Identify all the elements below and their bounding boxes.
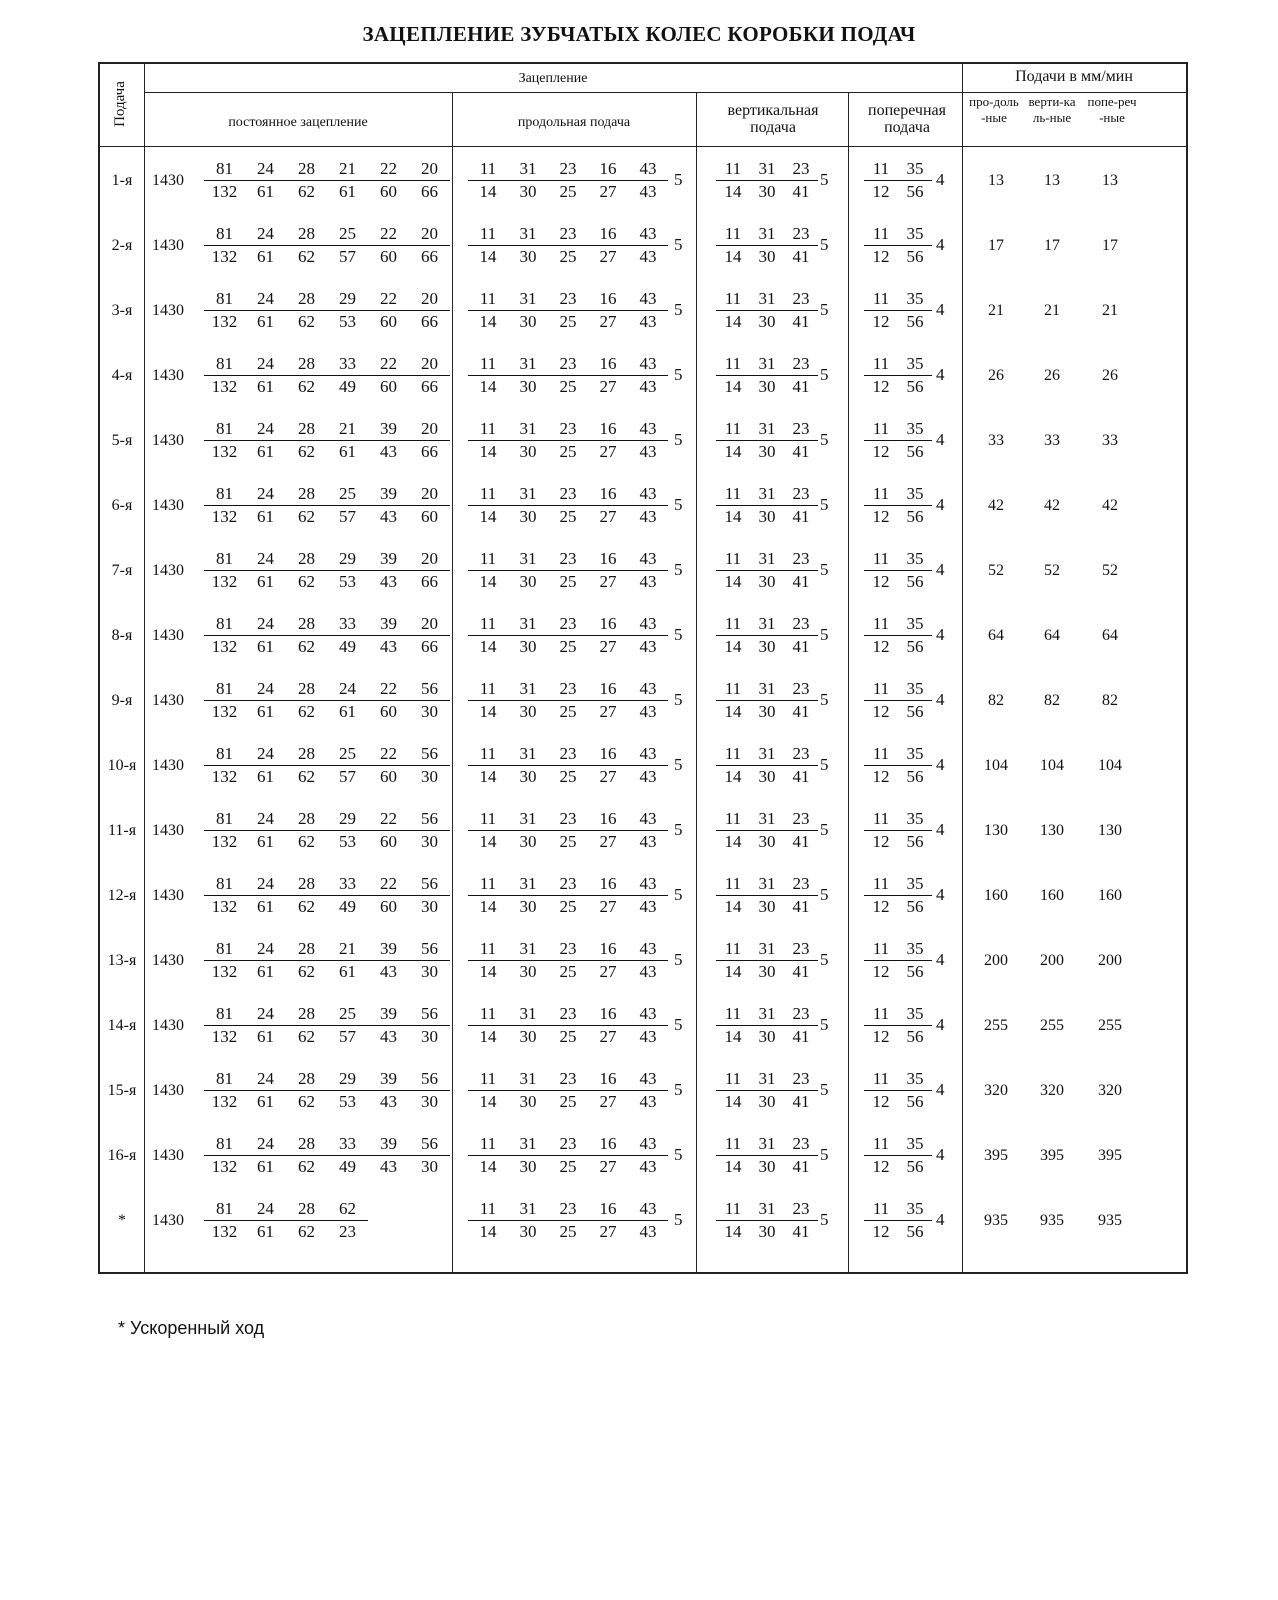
prod-gear-ratio: 11 14 31 30 23 25 16 27 43 43 [468,418,668,463]
pop-suffix: 4 [936,235,945,254]
header-prodolnye: про-доль-ные [969,94,1019,125]
feed-prodolnaya: 160 [984,887,1008,904]
const-gear-ratio: 81 132 24 61 28 62 21 61 22 60 20 66 [204,158,450,203]
table-row [100,223,1186,287]
table-row [100,353,1186,417]
vert-gear-ratio: 11 14 31 30 23 41 [716,1003,818,1048]
feed-prodolnaya: 13 [988,172,1004,189]
rpm-value: 1430 [152,1147,184,1164]
prod-suffix: 5 [674,560,683,579]
vert-suffix: 5 [820,365,829,384]
header-podachi-mm: Подачи в мм/мин [1015,68,1133,85]
rpm-value: 1430 [152,822,184,839]
header-divider [100,146,1186,147]
feed-poperechnaya: 130 [1098,822,1122,839]
feed-prodolnaya: 52 [988,562,1004,579]
feed-prodolnaya: 104 [984,757,1008,774]
prod-suffix: 5 [674,495,683,514]
header-divider [144,92,1186,93]
vert-suffix: 5 [820,1145,829,1164]
const-gear-ratio: 81 132 24 61 28 62 25 57 39 43 20 60 [204,483,450,528]
pop-suffix: 4 [936,560,945,579]
vert-gear-ratio: 11 14 31 30 23 41 [716,1133,818,1178]
table-row [100,418,1186,482]
pop-gear-ratio: 11 12 35 56 [864,808,932,853]
feed-poperechnaya: 104 [1098,757,1122,774]
header-zaceplenie: Зацепление [518,71,588,86]
feed-prodolnaya: 17 [988,237,1004,254]
pop-suffix: 4 [936,820,945,839]
vert-suffix: 5 [820,820,829,839]
pop-suffix: 4 [936,430,945,449]
table-row [100,483,1186,547]
feed-prodolnaya: 82 [988,692,1004,709]
vert-suffix: 5 [820,430,829,449]
prod-suffix: 5 [674,820,683,839]
feed-poperechnaya: 160 [1098,887,1122,904]
row-number: 10-я [107,757,137,774]
prod-gear-ratio: 11 14 31 30 23 25 16 27 43 43 [468,938,668,983]
const-gear-ratio: 81 132 24 61 28 62 21 61 39 43 20 66 [204,418,450,463]
feed-vertikalnaya: 52 [1044,562,1060,579]
rpm-value: 1430 [152,1212,184,1229]
feed-prodolnaya: 935 [984,1212,1008,1229]
pop-suffix: 4 [936,365,945,384]
const-gear-ratio: 81 132 24 61 28 62 33 49 22 60 20 66 [204,353,450,398]
feed-prodolnaya: 64 [988,627,1004,644]
gear-table [98,62,1188,1274]
feed-poperechnaya: 82 [1102,692,1118,709]
feed-prodolnaya: 320 [984,1082,1008,1099]
row-number: 13-я [107,952,137,969]
const-gear-ratio: 81 132 24 61 28 62 33 49 39 43 56 30 [204,1133,450,1178]
page-title: ЗАЦЕПЛЕНИЕ ЗУБЧАТЫХ КОЛЕС КОРОБКИ ПОДАЧ [362,22,916,46]
feed-prodolnaya: 130 [984,822,1008,839]
table-row [100,288,1186,352]
prod-gear-ratio: 11 14 31 30 23 25 16 27 43 43 [468,808,668,853]
pop-suffix: 4 [936,1210,945,1229]
feed-vertikalnaya: 320 [1040,1082,1064,1099]
pop-gear-ratio: 11 12 35 56 [864,613,932,658]
pop-suffix: 4 [936,950,945,969]
rpm-value: 1430 [152,1082,184,1099]
prod-gear-ratio: 11 14 31 30 23 25 16 27 43 43 [468,223,668,268]
vert-gear-ratio: 11 14 31 30 23 41 [716,1198,818,1243]
rpm-value: 1430 [152,1017,184,1034]
pop-gear-ratio: 11 12 35 56 [864,743,932,788]
vert-suffix: 5 [820,690,829,709]
pop-gear-ratio: 11 12 35 56 [864,1068,932,1113]
vert-gear-ratio: 11 14 31 30 23 41 [716,483,818,528]
prod-suffix: 5 [674,430,683,449]
table-row [100,938,1186,1002]
feed-vertikalnaya: 17 [1044,237,1060,254]
feed-poperechnaya: 320 [1098,1082,1122,1099]
feed-poperechnaya: 395 [1098,1147,1122,1164]
prod-suffix: 5 [674,1145,683,1164]
vert-suffix: 5 [820,755,829,774]
prod-gear-ratio: 11 14 31 30 23 25 16 27 43 43 [468,158,668,203]
feed-prodolnaya: 21 [988,302,1004,319]
feed-vertikalnaya: 64 [1044,627,1060,644]
vert-gear-ratio: 11 14 31 30 23 41 [716,743,818,788]
rpm-value: 1430 [152,432,184,449]
const-gear-ratio: 81 132 24 61 28 62 29 53 39 43 56 30 [204,1068,450,1113]
vert-gear-ratio: 11 14 31 30 23 41 [716,223,818,268]
pop-gear-ratio: 11 12 35 56 [864,158,932,203]
vert-gear-ratio: 11 14 31 30 23 41 [716,158,818,203]
prod-suffix: 5 [674,235,683,254]
feed-poperechnaya: 13 [1102,172,1118,189]
prod-gear-ratio: 11 14 31 30 23 25 16 27 43 43 [468,483,668,528]
table-row [100,678,1186,742]
header-poperechnaya: поперечная подача [868,102,946,136]
feed-vertikalnaya: 42 [1044,497,1060,514]
row-number: 12-я [107,887,137,904]
prod-gear-ratio: 11 14 31 30 23 25 16 27 43 43 [468,548,668,593]
vert-suffix: 5 [820,300,829,319]
row-number: 7-я [111,562,133,579]
row-number: 9-я [111,692,133,709]
row-number: 11-я [107,822,137,839]
vert-gear-ratio: 11 14 31 30 23 41 [716,288,818,333]
rpm-value: 1430 [152,172,184,189]
feed-vertikalnaya: 21 [1044,302,1060,319]
vert-gear-ratio: 11 14 31 30 23 41 [716,873,818,918]
pop-suffix: 4 [936,625,945,644]
feed-poperechnaya: 42 [1102,497,1118,514]
table-row [100,1198,1186,1262]
pop-gear-ratio: 11 12 35 56 [864,353,932,398]
prod-suffix: 5 [674,170,683,189]
rpm-value: 1430 [152,692,184,709]
vert-suffix: 5 [820,625,829,644]
const-gear-ratio: 81 132 24 61 28 62 29 53 22 60 20 66 [204,288,450,333]
pop-gear-ratio: 11 12 35 56 [864,1003,932,1048]
header-prodolnaya: продольная подача [517,115,631,130]
vert-gear-ratio: 11 14 31 30 23 41 [716,353,818,398]
pop-gear-ratio: 11 12 35 56 [864,288,932,333]
header-poperechnye: попе-реч-ные [1087,94,1137,125]
row-number: 8-я [111,627,133,644]
table-row [100,1068,1186,1132]
feed-poperechnaya: 26 [1102,367,1118,384]
pop-gear-ratio: 11 12 35 56 [864,873,932,918]
header-podacha: Подача [112,81,128,127]
pop-suffix: 4 [936,755,945,774]
feed-prodolnaya: 200 [984,952,1008,969]
pop-gear-ratio: 11 12 35 56 [864,1198,932,1243]
feed-vertikalnaya: 33 [1044,432,1060,449]
table-row [100,808,1186,872]
prod-suffix: 5 [674,690,683,709]
pop-suffix: 4 [936,690,945,709]
const-gear-ratio: 81 132 24 61 28 62 33 49 39 43 20 66 [204,613,450,658]
vert-gear-ratio: 11 14 31 30 23 41 [716,418,818,463]
const-gear-ratio: 81 132 24 61 28 62 62 23 [204,1198,368,1243]
const-gear-ratio: 81 132 24 61 28 62 21 61 39 43 56 30 [204,938,450,983]
row-number: 15-я [107,1082,137,1099]
prod-gear-ratio: 11 14 31 30 23 25 16 27 43 43 [468,743,668,788]
pop-gear-ratio: 11 12 35 56 [864,938,932,983]
const-gear-ratio: 81 132 24 61 28 62 29 53 22 60 56 30 [204,808,450,853]
prod-gear-ratio: 11 14 31 30 23 25 16 27 43 43 [468,1068,668,1113]
row-number: 3-я [111,302,133,319]
feed-vertikalnaya: 160 [1040,887,1064,904]
prod-gear-ratio: 11 14 31 30 23 25 16 27 43 43 [468,873,668,918]
vert-suffix: 5 [820,170,829,189]
feed-vertikalnaya: 13 [1044,172,1060,189]
vert-suffix: 5 [820,1210,829,1229]
prod-suffix: 5 [674,1015,683,1034]
prod-gear-ratio: 11 14 31 30 23 25 16 27 43 43 [468,1133,668,1178]
rpm-value: 1430 [152,497,184,514]
rpm-value: 1430 [152,757,184,774]
feed-poperechnaya: 64 [1102,627,1118,644]
header-vertikalnaya: вертикальная подача [727,102,819,136]
const-gear-ratio: 81 132 24 61 28 62 24 61 22 60 56 30 [204,678,450,723]
feed-vertikalnaya: 26 [1044,367,1060,384]
prod-suffix: 5 [674,300,683,319]
prod-gear-ratio: 11 14 31 30 23 25 16 27 43 43 [468,1003,668,1048]
prod-suffix: 5 [674,1080,683,1099]
feed-prodolnaya: 255 [984,1017,1008,1034]
const-gear-ratio: 81 132 24 61 28 62 33 49 22 60 56 30 [204,873,450,918]
feed-poperechnaya: 21 [1102,302,1118,319]
vert-gear-ratio: 11 14 31 30 23 41 [716,938,818,983]
vert-suffix: 5 [820,560,829,579]
rpm-value: 1430 [152,562,184,579]
table-row [100,613,1186,677]
feed-vertikalnaya: 200 [1040,952,1064,969]
feed-poperechnaya: 52 [1102,562,1118,579]
row-number: 6-я [111,497,133,514]
pop-suffix: 4 [936,885,945,904]
pop-gear-ratio: 11 12 35 56 [864,548,932,593]
vert-gear-ratio: 11 14 31 30 23 41 [716,548,818,593]
prod-suffix: 5 [674,365,683,384]
pop-gear-ratio: 11 12 35 56 [864,418,932,463]
rpm-value: 1430 [152,237,184,254]
table-row [100,1003,1186,1067]
feed-vertikalnaya: 104 [1040,757,1064,774]
row-number: 16-я [107,1147,137,1164]
vert-suffix: 5 [820,235,829,254]
feed-vertikalnaya: 395 [1040,1147,1064,1164]
pop-gear-ratio: 11 12 35 56 [864,678,932,723]
rpm-value: 1430 [152,952,184,969]
header-vertikalnye: верти-каль-ные [1028,94,1076,125]
feed-poperechnaya: 17 [1102,237,1118,254]
const-gear-ratio: 81 132 24 61 28 62 25 57 22 60 56 30 [204,743,450,788]
feed-vertikalnaya: 935 [1040,1212,1064,1229]
rpm-value: 1430 [152,367,184,384]
feed-prodolnaya: 26 [988,367,1004,384]
rpm-value: 1430 [152,627,184,644]
row-number: 2-я [111,237,133,254]
footnote: * Ускоренный ход [118,1318,265,1338]
row-number: 4-я [111,367,133,384]
vert-gear-ratio: 11 14 31 30 23 41 [716,678,818,723]
vert-suffix: 5 [820,1015,829,1034]
table-row [100,743,1186,807]
prod-suffix: 5 [674,950,683,969]
pop-suffix: 4 [936,170,945,189]
prod-gear-ratio: 11 14 31 30 23 25 16 27 43 43 [468,288,668,333]
feed-poperechnaya: 33 [1102,432,1118,449]
header-postoyannoe: постоянное зацепление [228,115,368,130]
feed-prodolnaya: 42 [988,497,1004,514]
feed-poperechnaya: 255 [1098,1017,1122,1034]
pop-gear-ratio: 11 12 35 56 [864,223,932,268]
feed-vertikalnaya: 255 [1040,1017,1064,1034]
pop-suffix: 4 [936,495,945,514]
row-number: 14-я [107,1017,137,1034]
prod-gear-ratio: 11 14 31 30 23 25 16 27 43 43 [468,678,668,723]
vert-gear-ratio: 11 14 31 30 23 41 [716,1068,818,1113]
prod-gear-ratio: 11 14 31 30 23 25 16 27 43 43 [468,353,668,398]
vert-gear-ratio: 11 14 31 30 23 41 [716,808,818,853]
pop-suffix: 4 [936,1080,945,1099]
feed-poperechnaya: 200 [1098,952,1122,969]
rpm-value: 1430 [152,887,184,904]
pop-suffix: 4 [936,1015,945,1034]
prod-suffix: 5 [674,755,683,774]
feed-prodolnaya: 395 [984,1147,1008,1164]
prod-suffix: 5 [674,885,683,904]
prod-gear-ratio: 11 14 31 30 23 25 16 27 43 43 [468,613,668,658]
vert-suffix: 5 [820,885,829,904]
pop-gear-ratio: 11 12 35 56 [864,1133,932,1178]
vert-gear-ratio: 11 14 31 30 23 41 [716,613,818,658]
row-number: * [118,1212,126,1229]
pop-gear-ratio: 11 12 35 56 [864,483,932,528]
const-gear-ratio: 81 132 24 61 28 62 25 57 39 43 56 30 [204,1003,450,1048]
vert-suffix: 5 [820,950,829,969]
prod-gear-ratio: 11 14 31 30 23 25 16 27 43 43 [468,1198,668,1243]
table-row [100,1133,1186,1197]
pop-suffix: 4 [936,300,945,319]
const-gear-ratio: 81 132 24 61 28 62 25 57 22 60 20 66 [204,223,450,268]
table-row [100,158,1186,222]
row-number: 1-я [111,172,133,189]
feed-vertikalnaya: 82 [1044,692,1060,709]
const-gear-ratio: 81 132 24 61 28 62 29 53 39 43 20 66 [204,548,450,593]
feed-poperechnaya: 935 [1098,1212,1122,1229]
vert-suffix: 5 [820,1080,829,1099]
pop-suffix: 4 [936,1145,945,1164]
table-row [100,548,1186,612]
feed-prodolnaya: 33 [988,432,1004,449]
vert-suffix: 5 [820,495,829,514]
feed-vertikalnaya: 130 [1040,822,1064,839]
row-number: 5-я [111,432,133,449]
prod-suffix: 5 [674,625,683,644]
rpm-value: 1430 [152,302,184,319]
prod-suffix: 5 [674,1210,683,1229]
table-row [100,873,1186,937]
